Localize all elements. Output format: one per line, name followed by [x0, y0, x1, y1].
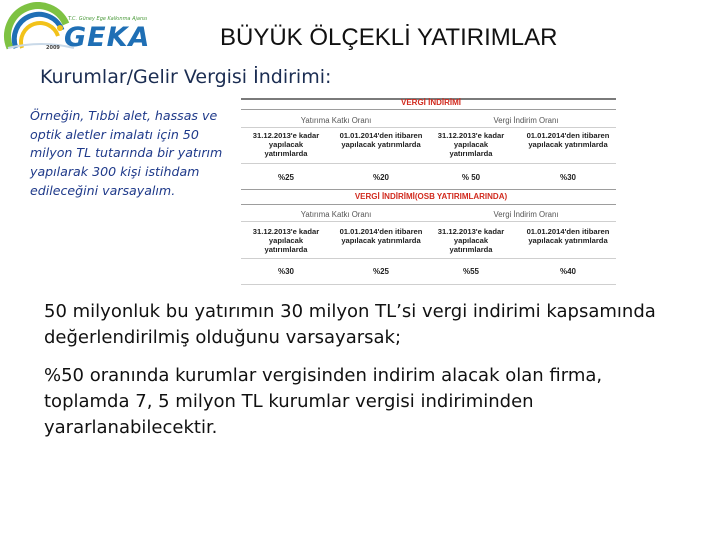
section-1-period-4-line-2: yapılacak yatırımlarda: [528, 140, 608, 149]
slide-subtitle: Kurumlar/Gelir Vergisi İndirimi:: [40, 66, 332, 88]
logo-tagline: T.C. Güney Ege Kalkınma Ajansı: [68, 16, 148, 22]
section-1-value-2: %20: [372, 173, 390, 182]
section-2-title: VERGİ İNDİRİMİ(OSB YATIRIMLARINDA): [354, 192, 508, 201]
table-rule: [241, 109, 616, 110]
table-rule: [241, 163, 616, 164]
section-1-group-tax: Vergi İndirim Oranı: [493, 116, 559, 125]
section-2-period-3-line-3: yatırımlarda: [449, 245, 493, 254]
section-1-period-2-line-1: 01.01.2014'den itibaren: [339, 131, 423, 140]
section-2-period-1-line-2: yapılacak: [268, 236, 304, 245]
section-2-value-4: %40: [559, 267, 577, 276]
logo-wordmark: GEKA: [64, 22, 151, 53]
body-paragraph-1: 50 milyonluk bu yatırımın 30 milyon TL’si vergi indirimi kapsamında değerlendirilmiş olduğunu varsayarsak;: [44, 301, 656, 348]
section-1-period-3-line-1: 31.12.2013'e kadar: [437, 131, 505, 140]
section-1-value-3: % 50: [461, 173, 481, 182]
slide-title: BÜYÜK ÖLÇEKLİ YATIRIMLAR: [220, 24, 558, 51]
section-1-value-4: %30: [559, 173, 577, 182]
section-2-value-2: %25: [372, 267, 390, 276]
section-1-period-3-line-3: yatırımlarda: [449, 149, 493, 158]
section-1-period-1-line-2: yapılacak: [268, 140, 304, 149]
section-1-period-1-line-3: yatırımlarda: [264, 149, 308, 158]
table-bottom-rule: [241, 284, 616, 285]
section-2-period-1-line-1: 31.12.2013'e kadar: [252, 227, 320, 236]
table-rule: [241, 221, 616, 222]
tax-rate-table: [241, 96, 616, 286]
table-rule: [241, 258, 616, 259]
section-2-period-4-line-1: 01.01.2014'den itibaren: [526, 227, 610, 236]
section-2-period-2-line-2: yapılacak yatırımlarda: [341, 236, 421, 245]
section-1-group-contribution: Yatırıma Katkı Oranı: [300, 116, 372, 125]
logo-year: 2009: [46, 45, 60, 51]
logo-sun-dot: [57, 25, 63, 31]
section-2-period-3-line-2: yapılacak: [453, 236, 489, 245]
section-2-period-3-line-1: 31.12.2013'e kadar: [437, 227, 505, 236]
example-note: Örneğin, Tıbbi alet, hassas ve optik aletler imalatı için 50 milyon TL tutarında bir yatırım yapılarak 300 kişi istihdam edileceğini varsayalım.: [30, 108, 223, 198]
geka-logo: [2, 2, 162, 54]
section-1-period-3-line-2: yapılacak: [453, 140, 489, 149]
section-1-value-1: %25: [277, 173, 295, 182]
section-2-period-2-line-1: 01.01.2014'den itibaren: [339, 227, 423, 236]
section-1-period-4-line-1: 01.01.2014'den itibaren: [526, 131, 610, 140]
section-2-period-1-line-3: yatırımlarda: [264, 245, 308, 254]
section-1-period-2-line-2: yapılacak yatırımlarda: [341, 140, 421, 149]
section-2-period-4-line-2: yapılacak yatırımlarda: [528, 236, 608, 245]
table-rule: [241, 189, 616, 190]
section-2-group-tax: Vergi İndirim Oranı: [493, 210, 559, 219]
section-2-value-1: %30: [277, 267, 295, 276]
table-rule: [241, 204, 616, 205]
section-1-title: VERGİ İNDİRİMİ: [400, 98, 462, 107]
section-2-value-3: %55: [462, 267, 480, 276]
table-rule: [241, 127, 616, 128]
section-1-period-1-line-1: 31.12.2013'e kadar: [252, 131, 320, 140]
body-paragraph-2: %50 oranında kurumlar vergisinden indirim alacak olan firma, toplamda 7, 5 milyon TL kurumlar vergisi indiriminden yararlanabilecektir.: [44, 365, 603, 438]
section-2-group-contribution: Yatırıma Katkı Oranı: [300, 210, 372, 219]
